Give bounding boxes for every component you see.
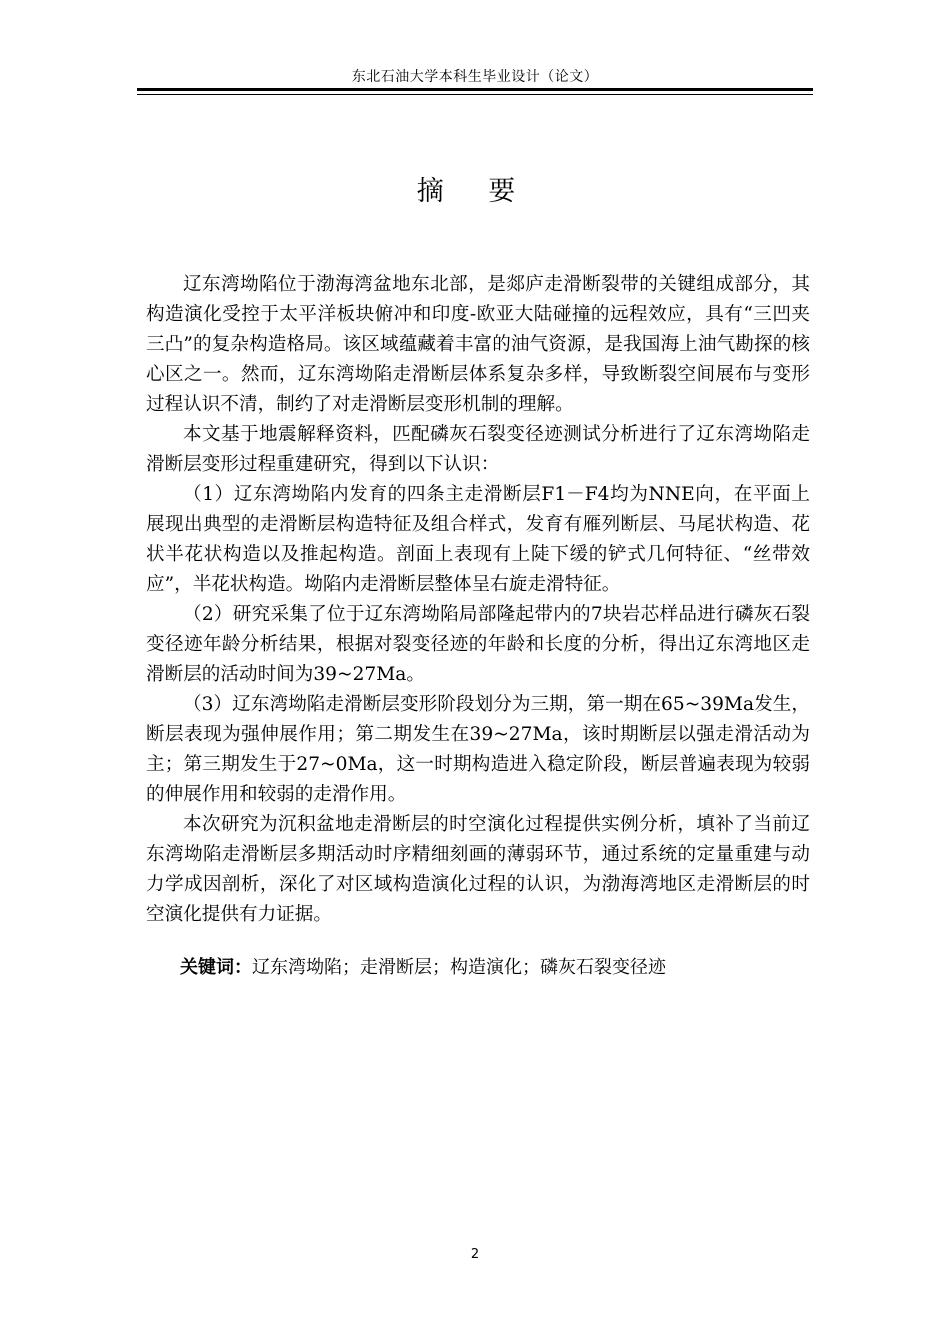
page-title: 摘 要 bbox=[416, 176, 534, 207]
abstract-paragraph-4: （2）研究采集了位于辽东湾坳陷局部隆起带内的7块岩芯样品进行磷灰石裂变径迹年龄分析结果，根据对裂变径迹的年龄和长度的分析，得出辽东湾地区走滑断层的活动时间为39~27Ma。 bbox=[146, 604, 810, 685]
keywords-line bbox=[180, 953, 666, 983]
abstract-paragraph-5: （3）辽东湾坳陷走滑断层变形阶段划分为三期，第一期在65~39Ma发生，断层表现为强伸展作用；第二期发生在39~27Ma，该时期断层以强走滑活动为主；第三期发生于27~0Ma，这一时期构造进入稳定阶段，断层普遍表现为较弱的伸展作用和较弱的走滑作用。 bbox=[146, 694, 810, 805]
running-header: 东北石油大学本科生毕业设计（论文） bbox=[351, 69, 599, 85]
header-rule-thin bbox=[137, 94, 813, 95]
abstract-paragraph-1: 辽东湾坳陷位于渤海湾盆地东北部，是郯庐走滑断裂带的关键组成部分，其构造演化受控于太平洋板块俯冲和印度-欧亚大陆碰撞的远程效应，具有“三凹夹三凸”的复杂构造格局。该区域蕴藏着丰富的油气资源，是我国海上油气勘探的核心区之一。然而，辽东湾坳陷走滑断层体系复杂多样，导致断裂空间展布与变形过程认识不清，制约了对走滑断层变形机制的理解。 bbox=[146, 274, 810, 415]
keywords-text: 辽东湾坳陷；走滑断层；构造演化；磷灰石裂变径迹 bbox=[252, 957, 666, 978]
keywords-label: 关键词： bbox=[180, 957, 252, 978]
header-rule-thick bbox=[137, 88, 813, 91]
page-number: 2 bbox=[470, 1247, 480, 1262]
abstract-body bbox=[146, 270, 810, 930]
abstract-paragraph-3: （1）辽东湾坳陷内发育的四条主走滑断层F1－F4均为NNE向，在平面上展现出典型的走滑断层构造特征及组合样式，发育有雁列断层、马尾状构造、花状半花状构造以及推起构造。剖面上表现有上陡下缓的铲式几何特征、“丝带效应”，半花状构造。坳陷内走滑断层整体呈右旋走滑特征。 bbox=[146, 484, 810, 595]
abstract-paragraph-2: 本文基于地震解释资料，匹配磷灰石裂变径迹测试分析进行了辽东湾坳陷走滑断层变形过程重建研究，得到以下认识： bbox=[146, 424, 810, 475]
abstract-paragraph-6: 本次研究为沉积盆地走滑断层的时空演化过程提供实例分析，填补了当前辽东湾坳陷走滑断层多期活动时序精细刻画的薄弱环节，通过系统的定量重建与动力学成因剖析，深化了对区域构造演化过程的认识，为渤海湾地区走滑断层的时空演化提供有力证据。 bbox=[146, 814, 810, 925]
